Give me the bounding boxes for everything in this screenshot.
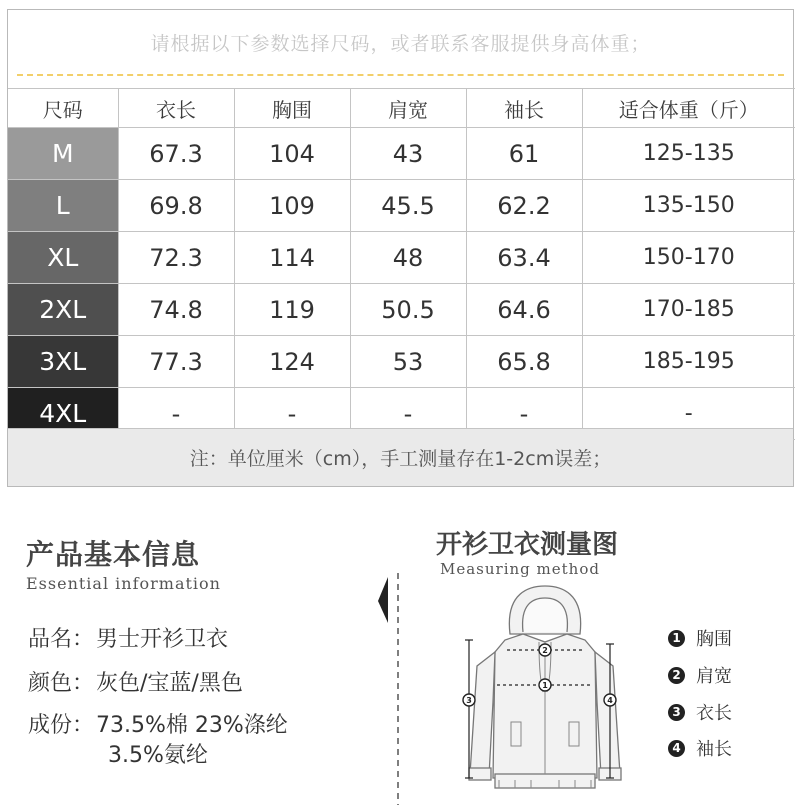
length-cell: 67.3 <box>118 128 234 180</box>
footnote: 注：单位厘米（cm），手工测量存在1-2cm误差； <box>8 428 793 486</box>
jacket-diagram <box>455 582 635 794</box>
weight-cell: 185-195 <box>582 336 795 388</box>
legend-label: 肩宽 <box>696 666 732 687</box>
header-size: 尺码 <box>8 89 118 128</box>
legend-item <box>668 699 732 725</box>
length-cell: - <box>118 388 234 440</box>
chest-cell: - <box>234 388 350 440</box>
legend-item <box>668 625 732 651</box>
measure-subtitle: Measuring method <box>440 560 600 578</box>
size-cell: 2XL <box>8 284 118 336</box>
weight-cell: 125-135 <box>582 128 795 180</box>
weight-cell: 170-185 <box>582 284 795 336</box>
legend-number-icon: 1 <box>668 630 685 647</box>
size-notice: 请根据以下参数选择尺码，或者联系客服提供身高体重； <box>150 32 651 55</box>
product-info-title: 产品基本信息 <box>26 538 201 571</box>
length-cell: 72.3 <box>118 232 234 284</box>
product-material-row <box>28 708 288 739</box>
product-name-value: 男士开衫卫衣 <box>96 627 229 652</box>
product-color-row <box>28 666 243 697</box>
product-info-subtitle: Essential information <box>26 574 221 593</box>
shoulder-cell: 45.5 <box>350 180 466 232</box>
sleeve-cell: - <box>466 388 582 440</box>
legend-label: 衣长 <box>696 703 732 724</box>
product-material-row-2 <box>108 738 208 769</box>
header-length: 衣长 <box>118 89 234 128</box>
shoulder-cell: 43 <box>350 128 466 180</box>
marker-1: 1 <box>542 681 548 690</box>
product-color-label: 颜色： <box>28 671 95 696</box>
shoulder-cell: 48 <box>350 232 466 284</box>
length-cell: 77.3 <box>118 336 234 388</box>
header-shoulder: 肩宽 <box>350 89 466 128</box>
size-cell: 4XL <box>8 388 118 440</box>
chest-cell: 104 <box>234 128 350 180</box>
table-header-row <box>8 89 795 128</box>
sleeve-cell: 63.4 <box>466 232 582 284</box>
header-chest: 胸围 <box>234 89 350 128</box>
weight-cell: 135-150 <box>582 180 795 232</box>
table-row <box>8 180 795 232</box>
size-cell: M <box>8 128 118 180</box>
size-table <box>8 88 795 440</box>
shoulder-cell: - <box>350 388 466 440</box>
length-cell: 69.8 <box>118 180 234 232</box>
table-row <box>8 284 795 336</box>
size-chart <box>7 9 794 487</box>
header-weight: 适合体重（斤） <box>582 89 795 128</box>
shoulder-cell: 50.5 <box>350 284 466 336</box>
marker-3: 3 <box>466 696 472 705</box>
legend-label: 袖长 <box>696 739 732 760</box>
header-sleeve: 袖长 <box>466 89 582 128</box>
sleeve-cell: 61 <box>466 128 582 180</box>
length-cell: 74.8 <box>118 284 234 336</box>
product-material-label: 成份： <box>28 713 95 738</box>
sleeve-cell: 64.6 <box>466 284 582 336</box>
product-name-row <box>28 622 228 653</box>
legend-number-icon: 4 <box>668 740 685 757</box>
chest-cell: 119 <box>234 284 350 336</box>
sleeve-cell: 65.8 <box>466 336 582 388</box>
size-cell: XL <box>8 232 118 284</box>
table-row <box>8 232 795 284</box>
sleeve-cell: 62.2 <box>466 180 582 232</box>
legend-item <box>668 735 732 761</box>
chest-cell: 109 <box>234 180 350 232</box>
dashed-divider <box>17 74 784 76</box>
product-material-value: 73.5%棉 23%涤纶 <box>96 713 288 738</box>
size-cell: L <box>8 180 118 232</box>
marker-2: 2 <box>542 646 548 655</box>
legend-item <box>668 662 732 688</box>
chest-cell: 124 <box>234 336 350 388</box>
divider-arrow-icon <box>376 573 406 805</box>
shoulder-cell: 53 <box>350 336 466 388</box>
legend-label: 胸围 <box>696 629 732 650</box>
measure-title: 开衫卫衣测量图 <box>436 530 619 560</box>
table-row <box>8 128 795 180</box>
product-color-value: 灰色/宝蓝/黑色 <box>96 671 243 696</box>
legend-number-icon: 3 <box>668 704 685 721</box>
table-row <box>8 336 795 388</box>
chest-cell: 114 <box>234 232 350 284</box>
product-name-label: 品名： <box>28 627 95 652</box>
legend-number-icon: 2 <box>668 667 685 684</box>
product-material-value-2: 3.5%氨纶 <box>108 743 208 768</box>
weight-cell: 150-170 <box>582 232 795 284</box>
size-cell: 3XL <box>8 336 118 388</box>
marker-4: 4 <box>607 696 613 705</box>
weight-cell: - <box>582 388 795 440</box>
